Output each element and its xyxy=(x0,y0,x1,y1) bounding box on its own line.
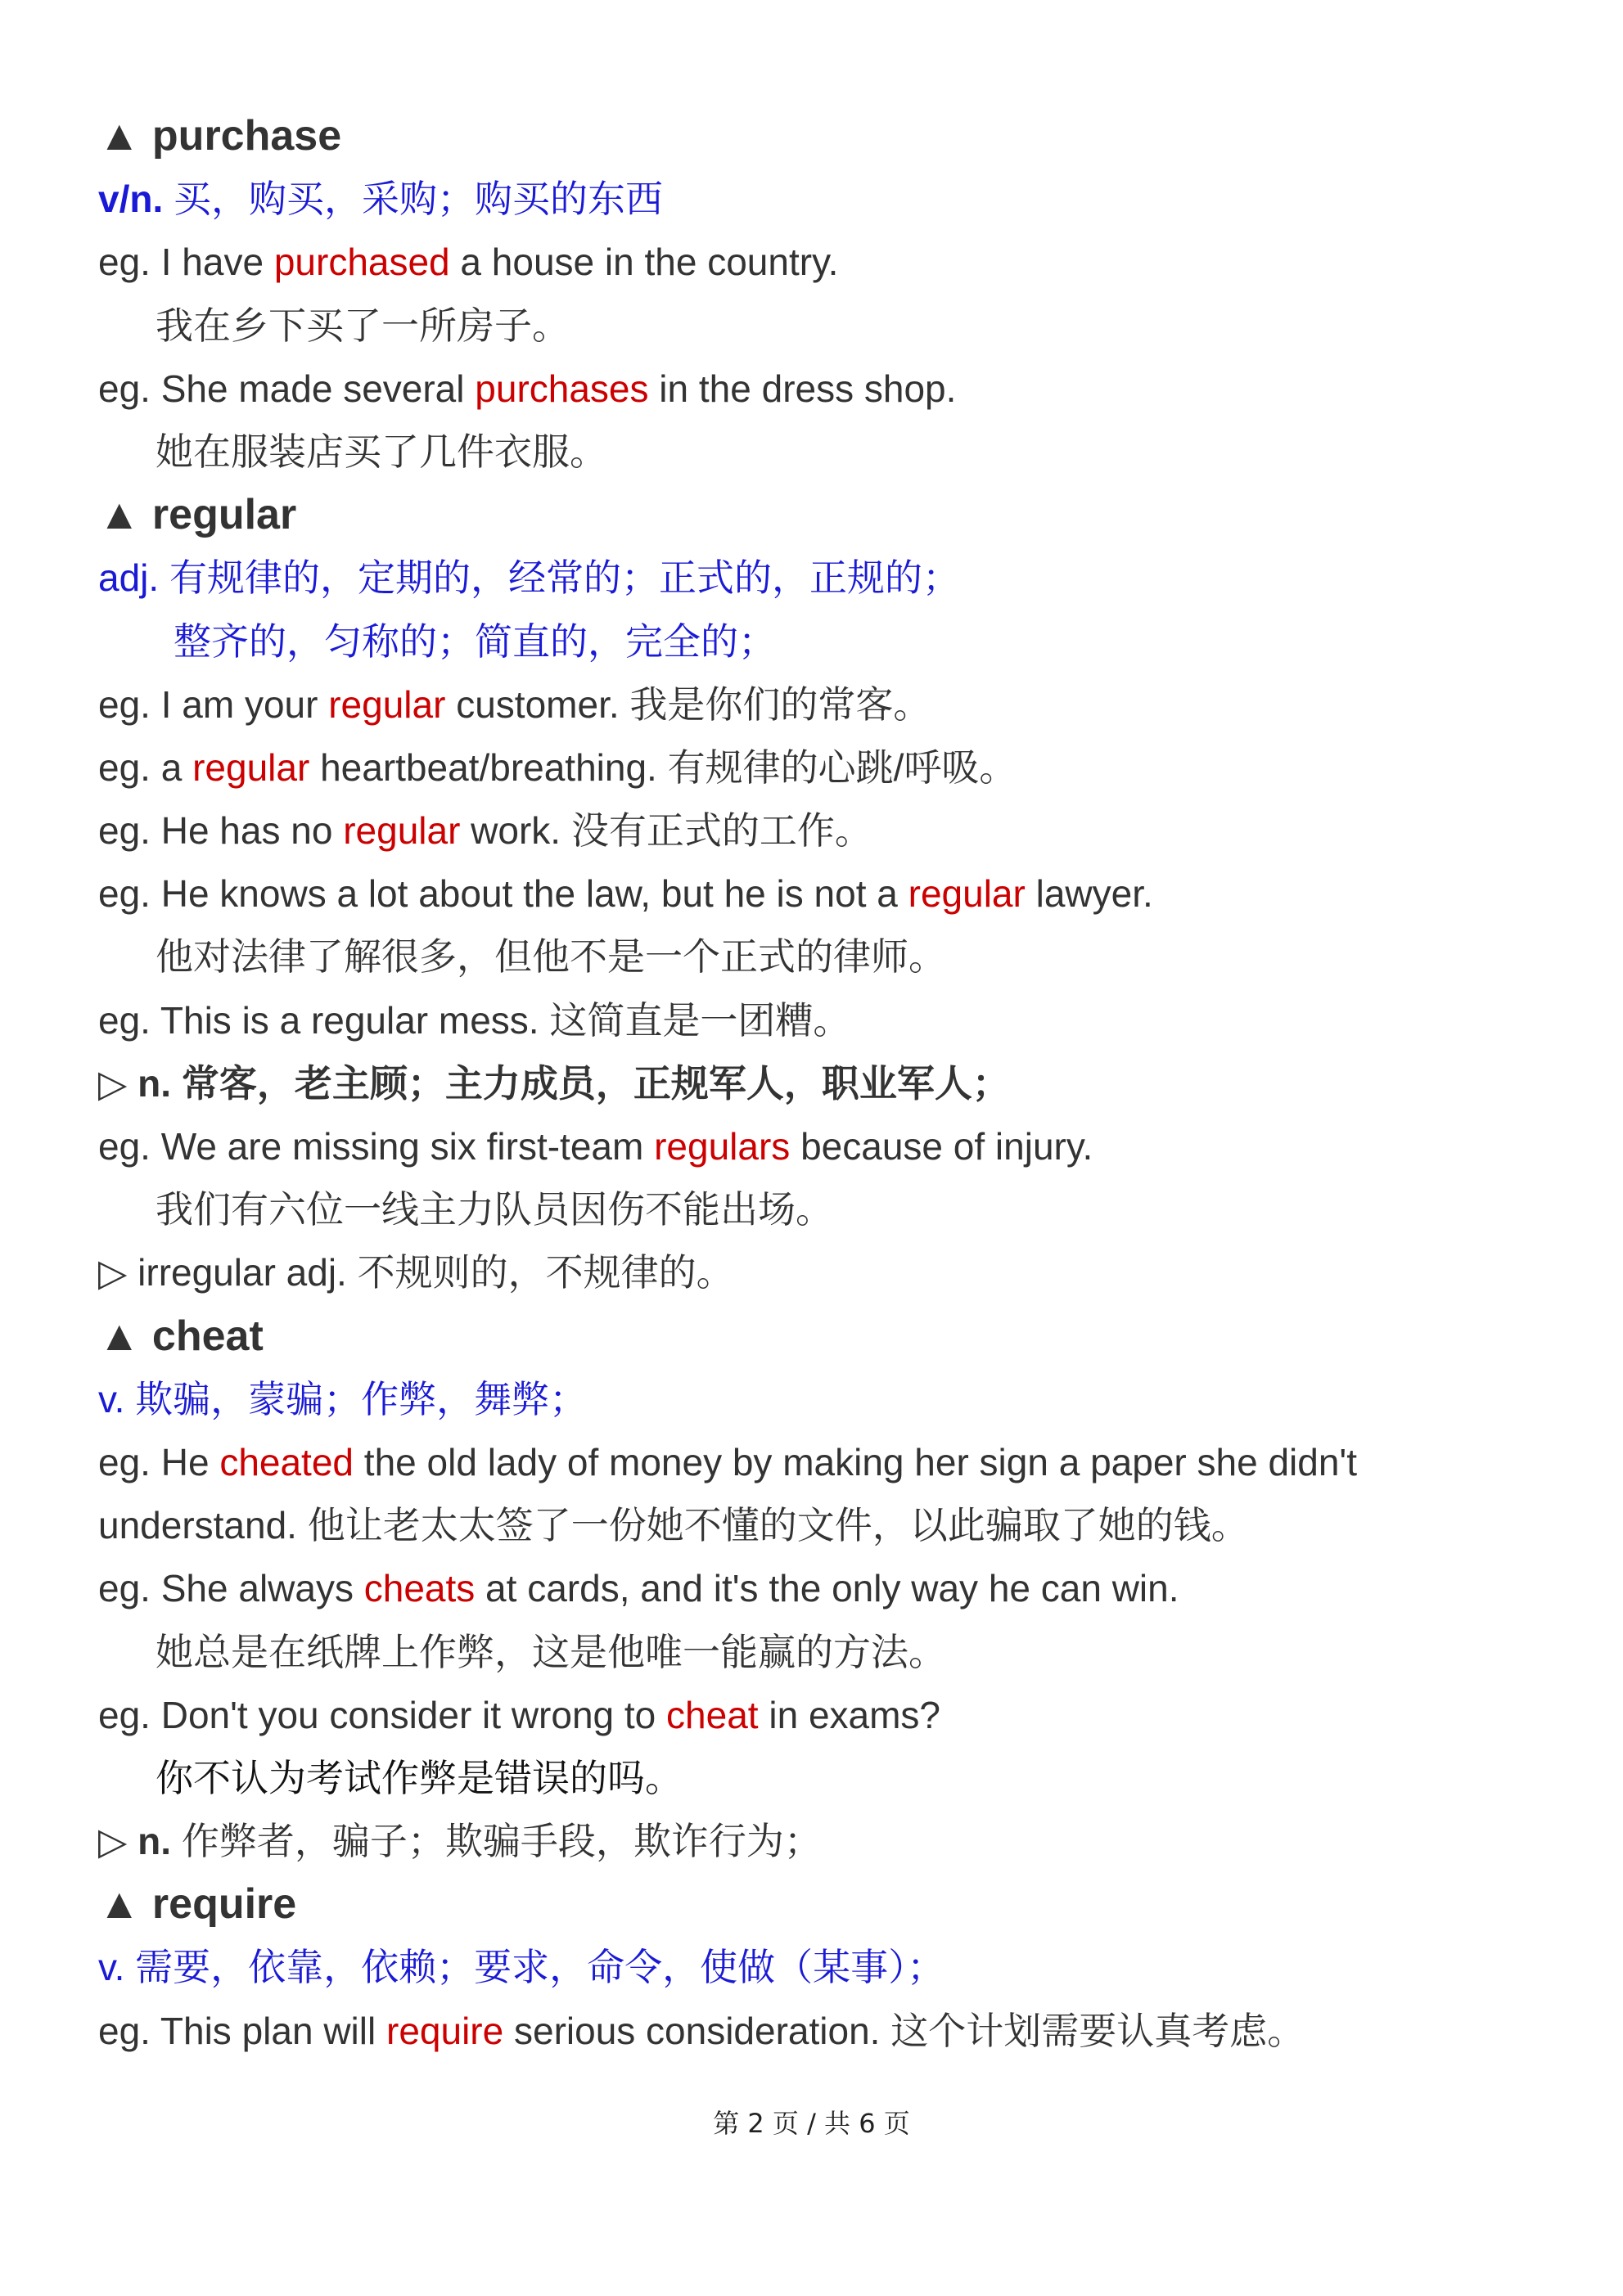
example-sentence: eg. I am your regular customer. 我是你们的常客。 xyxy=(98,682,931,726)
highlighted-word: purchased xyxy=(273,241,450,284)
example-sentence: eg. He has no regular work. 没有正式的工作。 xyxy=(98,809,872,853)
highlighted-word: cheats xyxy=(363,1567,476,1610)
definition-text: 常客，老主顾；主力成员，正规军人，职业军人； xyxy=(181,1061,1010,1105)
example-sentence: eg. I have purchased a house in the country. xyxy=(98,241,839,284)
example-translation: 你不认为考试作弊是错误的吗。 xyxy=(156,1756,683,1799)
noun-sense-cheat xyxy=(98,1810,1539,1873)
example-sentence-continuation: understand. 他让老太太签了一份她不懂的文件，以此骗取了她的钱。 xyxy=(98,1504,1249,1547)
highlighted-word: regular xyxy=(908,872,1026,916)
part-of-speech: v. xyxy=(98,1377,125,1420)
definition-text: 有规律的，定期的，经常的；正式的，正规的； xyxy=(169,556,960,600)
highlighted-word: regular xyxy=(328,682,446,726)
example-sentence: eg. He knows a lot about the law, but he is not a regular lawyer. xyxy=(98,872,1153,916)
definition-cheat xyxy=(98,1368,1539,1431)
example-sentence: eg. We are missing six first-team regulars because of injury. xyxy=(98,1125,1093,1168)
definition-text: 欺骗，蒙骗；作弊，舞弊； xyxy=(135,1377,588,1420)
highlighted-word: require xyxy=(386,2009,504,2052)
example-sentence: eg. a regular heartbeat/breathing. 有规律的心跳/呼吸。 xyxy=(98,745,1017,789)
definition-text: 作弊者，骗子；欺骗手段，欺诈行为； xyxy=(171,1820,822,1863)
highlighted-word: cheated xyxy=(219,1440,354,1483)
entry-heading-cheat: ▲ cheat xyxy=(98,1312,264,1360)
definition-purchase xyxy=(98,168,1539,231)
example-sentence: eg. This plan will require serious consideration. 这个计划需要认真考虑。 xyxy=(98,2009,1305,2052)
part-of-speech: n. xyxy=(138,1061,172,1105)
related-word-irregular: ▷ irregular adj. 不规则的，不规律的。 xyxy=(98,1251,734,1294)
example-translation: 我们有六位一线主力队员因伤不能出场。 xyxy=(156,1188,833,1231)
highlighted-word: regular xyxy=(192,745,310,789)
noun-sense-regular xyxy=(98,1052,1539,1115)
example-sentence: eg. This is a regular mess. 这简直是一团糟。 xyxy=(98,998,851,1042)
entry-heading-require: ▲ require xyxy=(98,1880,297,1929)
example-translation: 我在乡下买了一所房子。 xyxy=(156,304,570,347)
example-sentence: eg. Don't you consider it wrong to cheat in exams? xyxy=(98,1693,941,1736)
triangle-outline-icon: ▷ xyxy=(98,1820,138,1863)
definition-text: 需要，依靠，依赖；要求，命令，使做（某事）； xyxy=(135,1946,945,1989)
part-of-speech: adj. xyxy=(98,556,160,600)
part-of-speech: n. xyxy=(138,1820,172,1863)
page-number-footer: 第 2 页 / 共 6 页 xyxy=(713,2108,910,2139)
example-sentence: eg. He cheated the old lady of money by making her sign a paper she didn't xyxy=(98,1440,1357,1483)
highlighted-word: regulars xyxy=(654,1125,791,1168)
highlighted-word: purchases xyxy=(475,367,649,410)
definition-continuation: 整齐的，匀称的；简直的，完全的； xyxy=(174,619,776,663)
example-translation: 她总是在纸牌上作弊，这是他唯一能赢的方法。 xyxy=(156,1630,946,1673)
highlighted-word: regular xyxy=(343,809,461,853)
document-page xyxy=(98,105,1539,2063)
part-of-speech: v/n. xyxy=(98,178,164,221)
part-of-speech: v. xyxy=(98,1946,125,1989)
example-translation: 他对法律了解很多，但他不是一个正式的律师。 xyxy=(156,935,946,979)
example-sentence: eg. She made several purchases in the dress shop. xyxy=(98,367,957,410)
definition-text: 买，购买，采购；购买的东西 xyxy=(174,178,664,221)
definition-require xyxy=(98,1936,1539,1999)
example-translation: 她在服装店买了几件衣服。 xyxy=(156,430,607,473)
example-sentence: eg. She always cheats at cards, and it's the only way he can win. xyxy=(98,1567,1179,1610)
triangle-outline-icon: ▷ xyxy=(98,1061,138,1105)
entry-heading-purchase: ▲ purchase xyxy=(98,112,342,160)
definition-regular xyxy=(98,547,1539,610)
highlighted-word: cheat xyxy=(666,1693,759,1736)
entry-heading-regular: ▲ regular xyxy=(98,491,297,539)
